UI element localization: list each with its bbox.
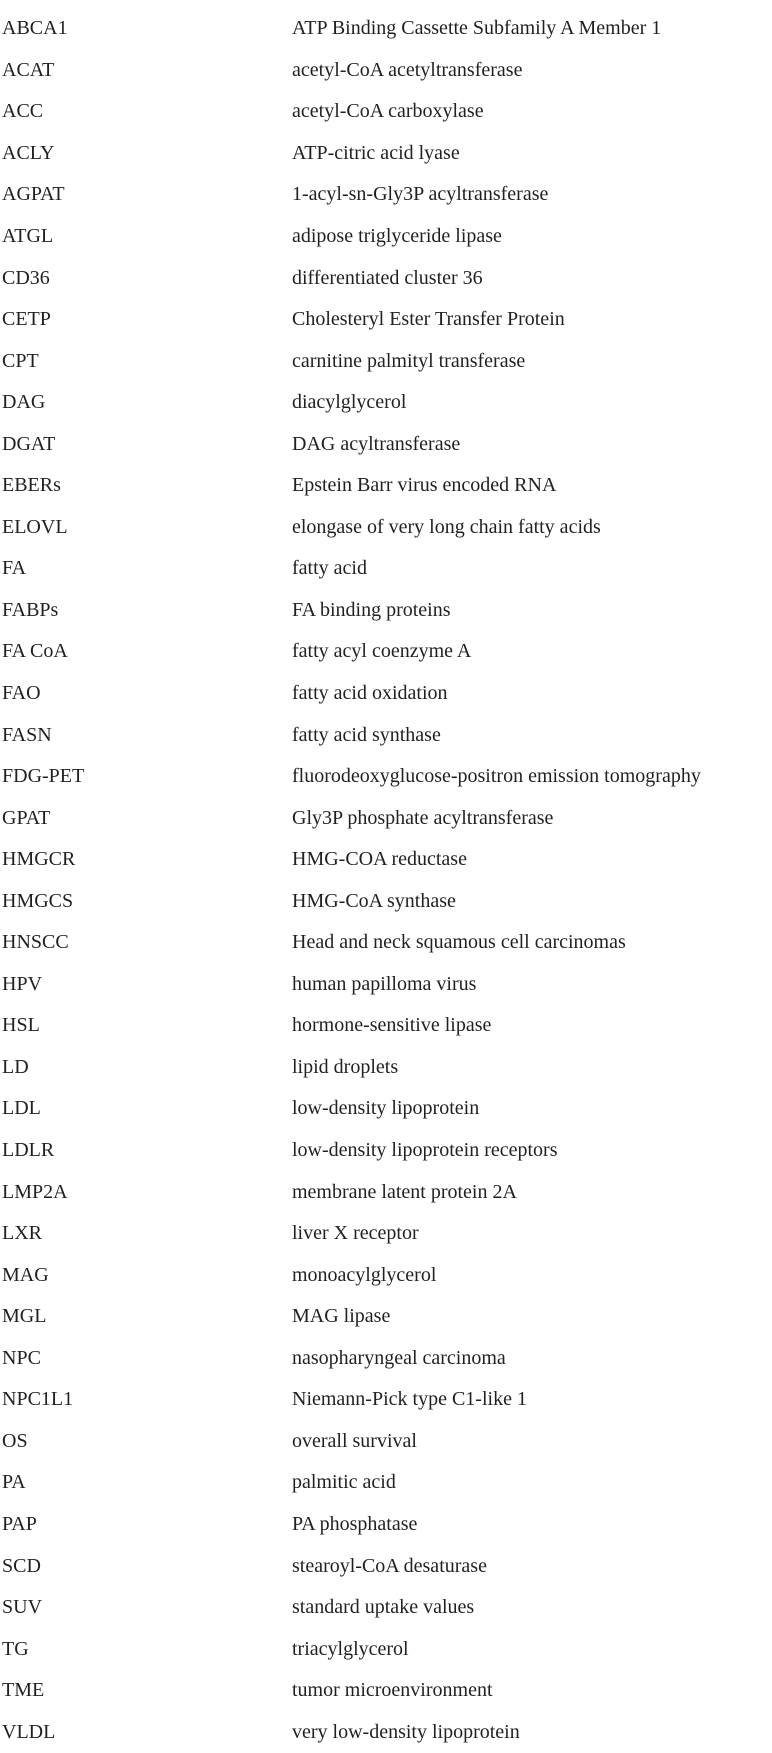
abbreviation-term: LD <box>2 1055 29 1078</box>
abbreviation-row <box>0 1504 772 1546</box>
abbreviation-term: MGL <box>2 1305 47 1328</box>
abbreviation-row <box>0 382 772 424</box>
abbreviation-term: FASN <box>2 723 52 746</box>
abbreviation-term: HNSCC <box>2 931 69 954</box>
abbreviation-row <box>0 1587 772 1629</box>
abbreviation-definition: Cholesteryl Ester Transfer Protein <box>292 308 565 331</box>
abbreviation-row <box>0 1005 772 1047</box>
abbreviation-row <box>0 1711 772 1753</box>
abbreviation-term: CPT <box>2 349 39 372</box>
abbreviation-definition: very low-density lipoprotein <box>292 1720 520 1743</box>
abbreviation-definition: MAG lipase <box>292 1305 391 1328</box>
abbreviation-row <box>0 299 772 341</box>
abbreviation-row <box>0 257 772 299</box>
abbreviation-definition: acetyl-CoA acetyltransferase <box>292 58 523 81</box>
abbreviation-definition: fluorodeoxyglucose-positron emission tomography <box>292 765 701 788</box>
abbreviation-row <box>0 797 772 839</box>
abbreviation-definition: fatty acid oxidation <box>292 682 448 705</box>
abbreviation-term: ATGL <box>2 225 54 247</box>
abbreviation-term: ACLY <box>2 141 55 164</box>
abbreviation-term: SUV <box>2 1596 43 1619</box>
abbreviation-row <box>0 631 772 673</box>
abbreviation-term: FDG-PET <box>2 765 85 788</box>
abbreviation-definition: diacylglycerol <box>292 391 407 414</box>
abbreviation-row <box>0 839 772 881</box>
abbreviation-definition: fatty acyl coenzyme A <box>292 640 472 663</box>
abbreviation-definition: membrane latent protein 2A <box>292 1180 517 1203</box>
abbreviation-term: FAO <box>2 682 41 705</box>
abbreviation-definition: stearoyl-CoA desaturase <box>292 1554 487 1577</box>
abbreviation-row <box>0 1130 772 1172</box>
abbreviation-row <box>0 1296 772 1338</box>
abbreviation-term: OS <box>2 1429 28 1452</box>
abbreviation-term: HMGCR <box>2 848 76 871</box>
abbreviation-definition: liver X receptor <box>292 1222 419 1245</box>
abbreviation-term: GPAT <box>2 806 51 829</box>
abbreviation-term: LDL <box>2 1097 41 1120</box>
abbreviation-row <box>0 1047 772 1089</box>
abbreviation-row <box>0 216 772 258</box>
abbreviation-term: SCD <box>2 1554 41 1577</box>
abbreviation-term: TG <box>2 1637 29 1660</box>
abbreviation-row <box>0 1421 772 1463</box>
abbreviation-term: NPC1L1 <box>2 1388 74 1411</box>
abbreviation-definition: lipid droplets <box>292 1055 399 1078</box>
abbreviation-row <box>0 1213 772 1255</box>
abbreviation-term: TME <box>2 1679 45 1702</box>
abbreviation-term: HSL <box>2 1014 40 1037</box>
abbreviation-definition: palmitic acid <box>292 1471 396 1494</box>
abbreviation-row <box>0 1088 772 1130</box>
abbreviation-row <box>0 1545 772 1587</box>
abbreviation-definition: hormone-sensitive lipase <box>292 1014 492 1037</box>
abbreviation-row <box>0 174 772 216</box>
abbreviation-term: ACAT <box>2 58 55 81</box>
abbreviation-row <box>0 507 772 549</box>
abbreviation-definition: PA phosphatase <box>292 1512 418 1535</box>
abbreviation-definition: DAG acyltransferase <box>292 432 461 455</box>
abbreviation-definition: carnitine palmityl transferase <box>292 349 526 372</box>
abbreviation-term: FA CoA <box>2 640 68 663</box>
abbreviation-definition: ATP Binding Cassette Subfamily A Member 1 <box>292 17 662 40</box>
abbreviation-row <box>0 423 772 465</box>
abbreviation-definition: HMG-COA reductase <box>292 848 467 871</box>
abbreviation-definition: fatty acid synthase <box>292 723 441 746</box>
abbreviation-row <box>0 756 772 798</box>
abbreviation-row <box>0 1254 772 1296</box>
abbreviation-term: LXR <box>2 1222 42 1245</box>
abbreviation-definition: FA binding proteins <box>292 598 451 621</box>
abbreviation-term: NPC <box>2 1346 41 1369</box>
abbreviation-definition: monoacylglycerol <box>292 1263 437 1286</box>
abbreviation-definition: overall survival <box>292 1429 417 1452</box>
abbreviation-term: HPV <box>2 972 43 995</box>
abbreviation-row <box>0 714 772 756</box>
abbreviation-term: DGAT <box>2 432 56 455</box>
abbreviation-list <box>0 8 772 1753</box>
abbreviation-definition: standard uptake values <box>292 1596 475 1619</box>
abbreviation-term: PA <box>2 1471 26 1494</box>
abbreviation-definition: tumor microenvironment <box>292 1679 493 1702</box>
abbreviation-definition: human papilloma virus <box>292 972 477 995</box>
abbreviation-definition: 1-acyl-sn-Gly3P acyltransferase <box>292 183 549 206</box>
abbreviation-definition: fatty acid <box>292 557 367 580</box>
abbreviation-row <box>0 1670 772 1712</box>
abbreviation-row <box>0 91 772 133</box>
abbreviation-definition: low-density lipoprotein receptors <box>292 1139 558 1162</box>
abbreviation-row <box>0 922 772 964</box>
abbreviation-definition: elongase of very long chain fatty acids <box>292 515 601 538</box>
abbreviation-term: LDLR <box>2 1139 55 1162</box>
abbreviation-term: PAP <box>2 1512 37 1535</box>
abbreviation-row <box>0 1338 772 1380</box>
abbreviation-term: FABPs <box>2 598 59 621</box>
abbreviation-term: LMP2A <box>2 1180 68 1203</box>
abbreviation-term: FA <box>2 557 27 580</box>
abbreviation-term: CD36 <box>2 266 50 289</box>
abbreviation-term: HMGCS <box>2 889 74 912</box>
abbreviation-row <box>0 673 772 715</box>
abbreviation-term: ACC <box>2 100 44 123</box>
abbreviation-row <box>0 1462 772 1504</box>
abbreviation-definition: triacylglycerol <box>292 1637 409 1660</box>
abbreviation-term: DAG <box>2 391 46 414</box>
abbreviation-row <box>0 1628 772 1670</box>
abbreviation-term: MAG <box>2 1263 49 1286</box>
abbreviation-definition: ATP-citric acid lyase <box>292 141 460 164</box>
abbreviation-row <box>0 880 772 922</box>
abbreviation-definition: Gly3P phosphate acyltransferase <box>292 806 554 829</box>
abbreviation-row <box>0 465 772 507</box>
abbreviation-definition: Niemann-Pick type C1-like 1 <box>292 1388 527 1411</box>
abbreviation-definition: HMG-CoA synthase <box>292 889 456 912</box>
abbreviation-definition: differentiated cluster 36 <box>292 266 483 289</box>
abbreviation-row <box>0 548 772 590</box>
abbreviation-definition: Head and neck squamous cell carcinomas <box>292 931 626 954</box>
abbreviation-definition: acetyl-CoA carboxylase <box>292 100 484 123</box>
abbreviation-row <box>0 590 772 632</box>
abbreviation-definition: adipose triglyceride lipase <box>292 225 502 247</box>
abbreviation-row <box>0 8 772 50</box>
abbreviation-row <box>0 340 772 382</box>
abbreviation-term: ABCA1 <box>2 17 68 40</box>
abbreviation-row <box>0 1171 772 1213</box>
abbreviation-row <box>0 50 772 92</box>
abbreviation-row <box>0 964 772 1006</box>
abbreviation-definition: low-density lipoprotein <box>292 1097 480 1120</box>
abbreviation-term: ELOVL <box>2 515 68 538</box>
abbreviation-term: AGPAT <box>2 183 65 206</box>
abbreviation-term: VLDL <box>2 1720 56 1743</box>
abbreviation-term: EBERs <box>2 474 61 497</box>
abbreviation-row <box>0 1379 772 1421</box>
abbreviation-definition: Epstein Barr virus encoded RNA <box>292 474 557 497</box>
abbreviation-term: CETP <box>2 308 51 331</box>
abbreviation-row <box>0 133 772 175</box>
abbreviation-definition: nasopharyngeal carcinoma <box>292 1346 506 1369</box>
